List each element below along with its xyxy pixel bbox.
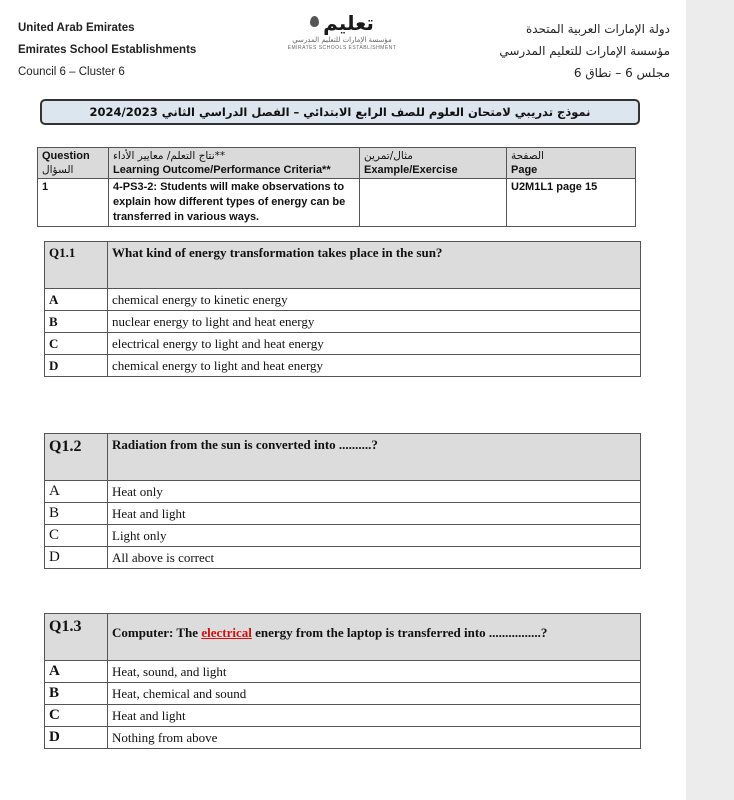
row-outcome: 4-PS3-2: Students will make observations to explain how different types of energy can be transferred in various ways. xyxy=(109,179,360,227)
row-example xyxy=(360,179,507,227)
logo-arabic: مؤسسة الإمارات للتعليم المدرسي xyxy=(292,36,392,44)
option-letter: D xyxy=(45,727,108,749)
page-edge xyxy=(686,0,734,800)
option-letter: B xyxy=(45,311,108,333)
question-id: Q1.3 xyxy=(45,614,108,661)
exam-title: نموذج تدريبي لامتحان العلوم للصف الرابع الابتدائي – الفصل الدراسي الثاني 2024/2023 xyxy=(40,99,640,125)
ministry-logo xyxy=(286,10,398,52)
row-page: U2M1L1 page 15 xyxy=(507,179,636,227)
header-arabic xyxy=(499,18,670,84)
option-letter: A xyxy=(45,289,108,311)
question-id: Q1.1 xyxy=(45,242,108,289)
option-letter: C xyxy=(45,525,108,547)
option-a: Heat, sound, and light xyxy=(108,661,641,683)
header-english xyxy=(18,17,196,83)
header-country: United Arab Emirates xyxy=(18,22,135,34)
header-council-ar: مجلس 6 – نطاق 6 xyxy=(573,66,670,80)
option-letter: A xyxy=(45,661,108,683)
option-d: Nothing from above xyxy=(108,727,641,749)
header-example: مثال/تمرين Example/Exercise xyxy=(360,148,507,179)
option-a: chemical energy to kinetic energy xyxy=(108,289,641,311)
question-id: Q1.2 xyxy=(45,434,108,481)
question-text: Radiation from the sun is converted into ..........? xyxy=(108,434,641,481)
option-a: Heat only xyxy=(108,481,641,503)
header-outcome: **نتاج التعلم/ معايير الأداء Learning Outcome/Performance Criteria** xyxy=(109,148,360,179)
header-establishment: Emirates School Establishments xyxy=(18,44,197,56)
logo-mark: تعليم xyxy=(323,11,374,35)
question-q1-2 xyxy=(44,433,641,569)
option-letter: D xyxy=(45,547,108,569)
option-b: nuclear energy to light and heat energy xyxy=(108,311,641,333)
question-q1-1 xyxy=(44,241,641,377)
highlighted-word: electrical xyxy=(201,625,252,640)
option-c: Light only xyxy=(108,525,641,547)
header-establishment-ar: مؤسسة الإمارات للتعليم المدرسي xyxy=(499,44,670,58)
header-council: Council 6 – Cluster 6 xyxy=(18,66,125,78)
option-letter: A xyxy=(45,481,108,503)
option-letter: D xyxy=(45,355,108,377)
row-question: 1 xyxy=(38,179,109,227)
header-country-ar: دولة الإمارات العربية المتحدة xyxy=(525,22,670,36)
option-c: Heat and light xyxy=(108,705,641,727)
question-q1-3 xyxy=(44,613,641,749)
option-d: All above is correct xyxy=(108,547,641,569)
question-text: What kind of energy transformation takes place in the sun? xyxy=(108,242,641,289)
option-letter: C xyxy=(45,705,108,727)
drop-icon xyxy=(310,16,319,27)
option-c: electrical energy to light and heat energy xyxy=(108,333,641,355)
outcome-table xyxy=(37,147,636,227)
question-text: Computer: The electrical energy from the laptop is transferred into ................? xyxy=(108,614,641,661)
option-b: Heat, chemical and sound xyxy=(108,683,641,705)
option-d: chemical energy to light and heat energy xyxy=(108,355,641,377)
header-page: الصفحة Page xyxy=(507,148,636,179)
logo-english: EMIRATES SCHOOLS ESTABLISHMENT xyxy=(287,45,397,51)
option-letter: B xyxy=(45,503,108,525)
header-question: Question السؤال xyxy=(38,148,109,179)
option-letter: C xyxy=(45,333,108,355)
option-letter: B xyxy=(45,683,108,705)
option-b: Heat and light xyxy=(108,503,641,525)
